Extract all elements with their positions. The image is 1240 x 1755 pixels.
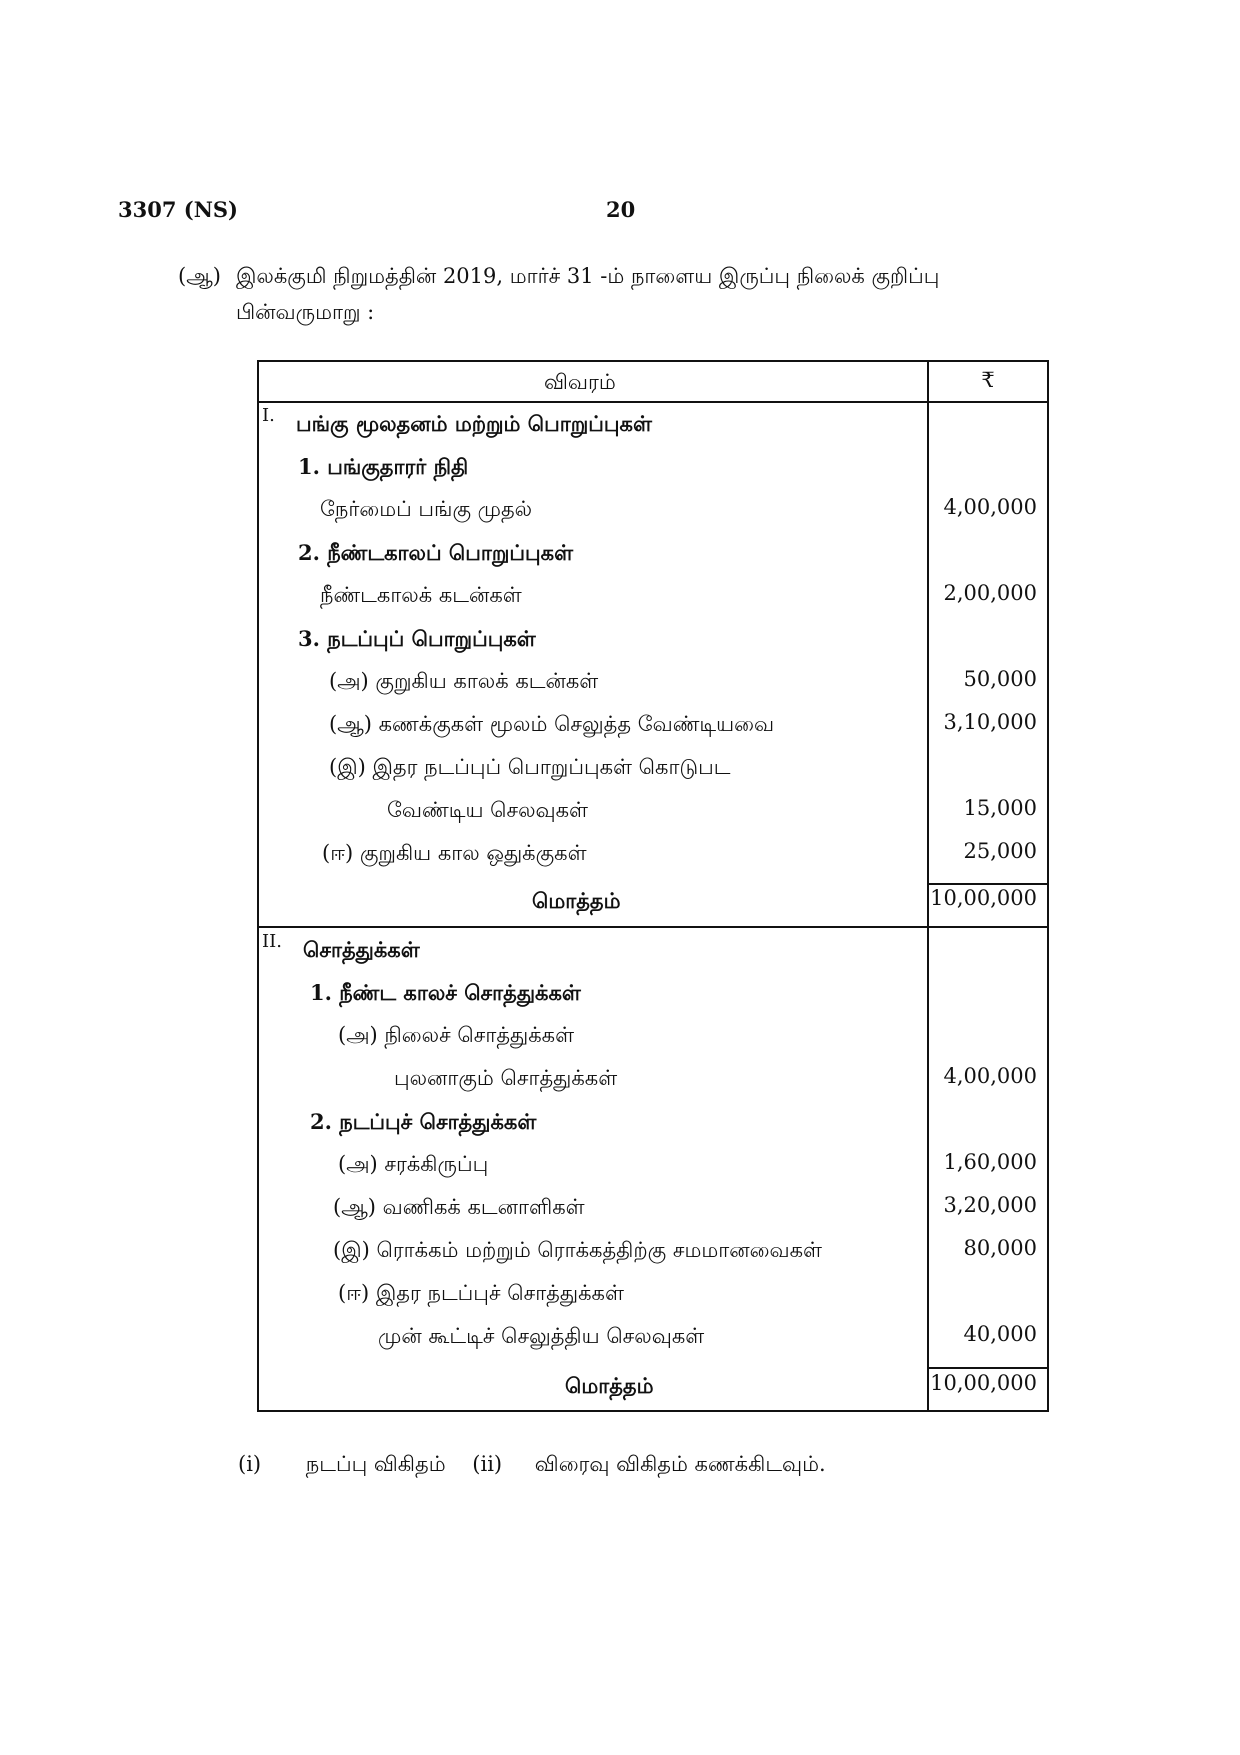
item-amount: 3,10,000 <box>943 710 1037 734</box>
sub-questions <box>238 1452 846 1479</box>
section-row <box>259 929 1047 972</box>
table-row <box>259 747 1047 790</box>
intro-line-1: இலக்குமி நிறுமத்தின் 2019, மார்ச் 31 -ம் நாளைய இருப்பு நிலைக் குறிப்பு <box>236 264 940 288</box>
item-label: புலனாகும் சொத்துக்கள் <box>394 1066 618 1090</box>
table-row <box>259 1015 1047 1058</box>
section-roman: I. <box>262 405 275 426</box>
table-row <box>259 489 1047 532</box>
table-row <box>259 790 1047 833</box>
table-row <box>259 1316 1047 1359</box>
item-label: (ஆ) வணிகக் கடனாளிகள் <box>333 1195 585 1219</box>
subheading: 1. பங்குதாரர் நிதி <box>298 454 469 479</box>
item-amount: 3,20,000 <box>943 1193 1037 1217</box>
question-intro <box>178 258 1068 330</box>
table-row <box>259 1144 1047 1187</box>
item-label: (இ) இதர நடப்புப் பொறுப்புகள் கொடுபட <box>329 755 731 779</box>
page-number: 20 <box>606 197 636 222</box>
item-label: (ஈ) குறுகிய கால ஒதுக்குகள் <box>322 841 587 865</box>
table-row <box>259 661 1047 704</box>
column-header-description: விவரம் <box>544 370 616 394</box>
item-label: நேர்மைப் பங்கு முதல் <box>320 497 533 521</box>
section-title: சொத்துக்கள் <box>303 937 420 962</box>
question-label: (ஆ) <box>178 264 221 288</box>
subheading-row <box>259 618 1047 661</box>
sub-question-i-label: (i) <box>238 1452 262 1476</box>
table-row <box>259 704 1047 747</box>
item-label: முன் கூட்டிச் செலுத்திய செலவுகள் <box>378 1324 705 1348</box>
table-header-row <box>259 362 1047 405</box>
table-row <box>259 1273 1047 1316</box>
item-amount: 25,000 <box>963 839 1037 863</box>
item-amount: 15,000 <box>963 796 1037 820</box>
subheading: 1. நீண்ட காலச் சொத்துக்கள் <box>310 980 581 1005</box>
item-amount: 80,000 <box>963 1236 1037 1260</box>
item-label: (அ) நிலைச் சொத்துக்கள் <box>338 1023 575 1047</box>
subheading-row <box>259 446 1047 489</box>
total-label: மொத்தம் <box>565 1373 654 1398</box>
question-code: 3307 (NS) <box>118 197 238 222</box>
table-row <box>259 1187 1047 1230</box>
total-row <box>259 880 1047 923</box>
sub-question-i-text: நடப்பு விகிதம் <box>305 1452 446 1476</box>
item-label: நீண்டகாலக் கடன்கள் <box>320 583 522 607</box>
item-amount: 50,000 <box>963 667 1037 691</box>
sub-question-ii-text: விரைவு விகிதம் கணக்கிடவும். <box>534 1452 826 1476</box>
item-amount: 40,000 <box>963 1322 1037 1346</box>
subheading-row <box>259 972 1047 1015</box>
table-row <box>259 833 1047 876</box>
item-label: (அ) சரக்கிருப்பு <box>338 1152 489 1176</box>
total-amount: 10,00,000 <box>930 886 1037 910</box>
section-roman: II. <box>262 931 282 952</box>
subheading: 2. நடப்புச் சொத்துக்கள் <box>310 1109 537 1134</box>
item-label: (ஆ) கணக்குகள் மூலம் செலுத்த வேண்டியவை <box>329 712 775 736</box>
section-title: பங்கு மூலதனம் மற்றும் பொறுப்புகள் <box>296 411 652 436</box>
item-amount: 2,00,000 <box>943 581 1037 605</box>
item-label: (ஈ) இதர நடப்புச் சொத்துக்கள் <box>338 1281 624 1305</box>
item-amount: 4,00,000 <box>943 495 1037 519</box>
total-row <box>259 1365 1047 1408</box>
table-row <box>259 1058 1047 1101</box>
sub-question-ii-label: (ii) <box>472 1452 503 1476</box>
table-row <box>259 575 1047 618</box>
subheading: 2. நீண்டகாலப் பொறுப்புகள் <box>298 540 574 565</box>
table-row <box>259 1230 1047 1273</box>
item-amount: 4,00,000 <box>943 1064 1037 1088</box>
column-header-amount: ₹ <box>981 368 995 392</box>
section-row <box>259 403 1047 446</box>
total-amount: 10,00,000 <box>930 1371 1037 1395</box>
subheading-row <box>259 532 1047 575</box>
subheading: 3. நடப்புப் பொறுப்புகள் <box>298 626 536 651</box>
intro-line-2: பின்வருமாறு : <box>236 300 375 324</box>
item-amount: 1,60,000 <box>943 1150 1037 1174</box>
item-label: (அ) குறுகிய காலக் கடன்கள் <box>329 669 599 693</box>
table-section-divider <box>257 926 1049 928</box>
item-label: வேண்டிய செலவுகள் <box>387 798 589 822</box>
subheading-row <box>259 1101 1047 1144</box>
total-label: மொத்தம் <box>532 888 621 913</box>
item-label: (இ) ரொக்கம் மற்றும் ரொக்கத்திற்கு சமமானவைகள் <box>333 1238 822 1262</box>
